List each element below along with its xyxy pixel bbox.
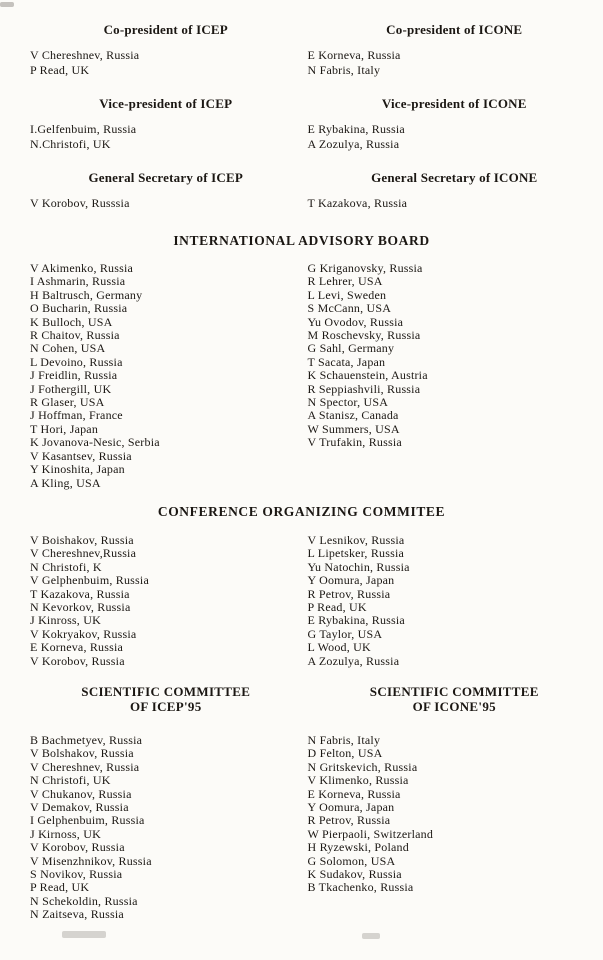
- member-name: I Gelphenbuim, Russia: [30, 813, 145, 828]
- member-name: E Korneva, Russia: [307, 786, 401, 801]
- member-name: K Sudakov, Russia: [307, 867, 402, 882]
- member-name: J Fothergill, UK: [30, 381, 112, 396]
- member-name: V Trufakin, Russia: [307, 435, 402, 450]
- member-name: T Sacata, Japan: [307, 354, 386, 369]
- scientific-committee-icep-title: [0, 684, 302, 714]
- member-name: G Taylor, USA: [307, 626, 383, 641]
- member-name: M Roschevsky, Russia: [307, 328, 421, 343]
- member-name: Y Oomura, Japan: [307, 573, 395, 588]
- member-name: K Bulloch, USA: [30, 314, 113, 329]
- member-name: V Bolshakov, Russia: [30, 746, 134, 761]
- organizing-committee-right-list: [302, 534, 603, 668]
- member-name: O Bucharin, Russia: [30, 301, 128, 316]
- scientific-committee-icone-list: [302, 734, 603, 922]
- officer-section-secretary-icep: [0, 170, 302, 211]
- scan-artifact: [362, 933, 380, 939]
- member-list: [0, 122, 302, 152]
- member-name: V Boishakov, Russia: [30, 532, 134, 547]
- member-name: A Zozulya, Russia: [307, 653, 400, 668]
- member-name: V Chereshnev, Russia: [30, 759, 140, 774]
- member-name: G Sahl, Germany: [307, 341, 395, 356]
- member-name: L Lipetsker, Russia: [307, 546, 405, 561]
- member-name: V Korobov, Russia: [30, 840, 125, 855]
- member-name: V Chereshnev,Russia: [30, 546, 137, 561]
- member-name: W Summers, USA: [307, 421, 400, 436]
- icep-officers-column: [0, 22, 302, 229]
- member-name: D Felton, USA: [307, 746, 383, 761]
- title-line: OF ICEP'95: [130, 698, 202, 714]
- member-name: E Rybakina, Russia: [307, 613, 405, 628]
- member-name: J Kinross, UK: [30, 613, 101, 628]
- member-name: V Kasantsev, Russia: [30, 448, 132, 463]
- scientific-committee-section: [0, 734, 603, 922]
- advisory-board-section: [0, 262, 603, 490]
- member-name: V Korobov, Russia: [30, 653, 125, 668]
- member-name: P Read, UK: [30, 880, 90, 895]
- member-list: [302, 122, 603, 152]
- member-name: N Cohen, USA: [30, 341, 106, 356]
- member-name: S Novikov, Russia: [30, 867, 123, 882]
- officers-section: [0, 22, 603, 229]
- member-name: R Glaser, USA: [30, 395, 105, 410]
- member-name: V Kokryakov, Russia: [30, 626, 137, 641]
- section-title: General Secretary of ICEP: [88, 170, 244, 185]
- member-name: V Demakov, Russia: [30, 800, 129, 814]
- member-name: E Rybakina, Russia: [307, 122, 405, 136]
- member-name: N Zaitseva, Russia: [30, 907, 124, 922]
- section-title: Vice-president of ICEP: [99, 96, 233, 111]
- member-name: B Tkachenko, Russia: [307, 880, 414, 895]
- member-name: E Korneva, Russia: [30, 640, 124, 655]
- member-name: K Jovanova-Nesic, Serbia: [30, 435, 160, 450]
- member-name: H Ryzewski, Poland: [307, 840, 409, 855]
- member-name: K Schauenstein, Austria: [307, 368, 428, 383]
- section-title: Vice-president of ICONE: [381, 96, 527, 111]
- scan-artifact: [0, 2, 14, 7]
- member-name: W Pierpaoli, Switzerland: [307, 826, 434, 841]
- advisory-board-right-list: [302, 262, 603, 490]
- member-name: J Hoffman, France: [30, 408, 123, 423]
- icone-officers-column: [302, 22, 603, 229]
- member-name: V Lesnikov, Russia: [307, 532, 405, 547]
- member-list: [0, 196, 302, 211]
- member-name: J Freidlin, Russia: [30, 368, 118, 383]
- member-name: N.Christofi, UK: [30, 137, 111, 151]
- member-name: I Ashmarin, Russia: [30, 274, 126, 289]
- member-name: N Spector, USA: [307, 395, 389, 410]
- member-name: I.Gelfenbuim, Russia: [30, 122, 137, 136]
- member-name: S McCann, USA: [307, 301, 392, 316]
- member-name: R Chaitov, Russia: [30, 328, 120, 343]
- member-name: H Baltrusch, Germany: [30, 287, 143, 302]
- advisory-board-title: INTERNATIONAL ADVISORY BOARD: [173, 233, 430, 248]
- member-name: V Gelphenbuim, Russia: [30, 573, 149, 588]
- member-list: [302, 48, 603, 78]
- member-name: V Chukanov, Russia: [30, 786, 132, 801]
- member-name: T Kazakova, Russia: [307, 196, 408, 210]
- member-name: L Levi, Sweden: [307, 287, 387, 302]
- member-name: G Solomon, USA: [307, 853, 396, 868]
- member-name: V Akimenko, Russia: [30, 261, 134, 275]
- member-name: N Fabris, Italy: [307, 732, 381, 747]
- member-name: L Wood, UK: [307, 640, 371, 655]
- officer-section-vicepresident-icone: [302, 96, 603, 152]
- member-name: R Seppiashvili, Russia: [307, 381, 421, 396]
- section-title: General Secretary of ICONE: [371, 170, 538, 185]
- scientific-committee-headers: [0, 684, 603, 714]
- member-name: Yu Natochin, Russia: [307, 559, 410, 574]
- advisory-board-left-list: [0, 262, 302, 490]
- member-name: V Misenzhnikov, Russia: [30, 853, 152, 868]
- member-name: N Christofi, K: [30, 559, 102, 574]
- member-name: A Stanisz, Canada: [307, 408, 399, 423]
- member-name: T Hori, Japan: [30, 421, 99, 436]
- member-name: B Bachmetyev, Russia: [30, 732, 143, 747]
- member-name: A Zozulya, Russia: [307, 137, 400, 151]
- officer-section-vicepresident-icep: [0, 96, 302, 152]
- member-name: T Kazakova, Russia: [30, 586, 130, 601]
- member-name: N Christofi, UK: [30, 773, 111, 788]
- member-name: Y Kinoshita, Japan: [30, 462, 125, 477]
- member-name: L Devoino, Russia: [30, 354, 123, 369]
- organizing-committee-title: CONFERENCE ORGANIZING COMMITEE: [157, 503, 446, 519]
- section-title: Co-president of ICEP: [103, 22, 228, 37]
- member-name: G Kriganovsky, Russia: [307, 261, 423, 275]
- member-name: N Kevorkov, Russia: [30, 599, 131, 614]
- member-name: R Lehrer, USA: [307, 274, 383, 289]
- scientific-committee-icep-list: [0, 734, 302, 922]
- member-name: A Kling, USA: [30, 475, 101, 490]
- member-name: Y Oomura, Japan: [307, 800, 395, 814]
- title-line: SCIENTIFIC COMMITTEE: [369, 683, 539, 699]
- member-name: N Gritskevich, Russia: [307, 759, 418, 774]
- member-name: Yu Ovodov, Russia: [307, 314, 404, 329]
- member-name: P Read, UK: [30, 63, 90, 77]
- member-name: V Korobov, Russsia: [30, 196, 130, 210]
- scientific-committee-icone-title: [302, 684, 603, 714]
- member-name: R Petrov, Russia: [307, 813, 391, 828]
- officer-section-copresident-icep: [0, 22, 302, 78]
- organizing-committee-left-list: [0, 534, 302, 668]
- member-name: E Korneva, Russia: [307, 48, 401, 62]
- member-list: [0, 48, 302, 78]
- member-name: P Read, UK: [307, 599, 367, 614]
- officer-section-secretary-icone: [302, 170, 603, 211]
- member-name: V Chereshnev, Russia: [30, 48, 140, 62]
- officer-section-copresident-icone: [302, 22, 603, 78]
- scan-artifact: [62, 931, 106, 938]
- title-line: SCIENTIFIC COMMITTEE: [81, 683, 251, 699]
- member-name: V Klimenko, Russia: [307, 773, 409, 788]
- section-title: Co-president of ICONE: [386, 22, 523, 37]
- member-name: N Schekoldin, Russia: [30, 893, 138, 908]
- title-line: OF ICONE'95: [412, 698, 496, 714]
- member-name: J Kirnoss, UK: [30, 826, 101, 841]
- organizing-committee-section: [0, 534, 603, 668]
- member-name: R Petrov, Russia: [307, 586, 391, 601]
- member-list: [302, 196, 603, 211]
- member-name: N Fabris, Italy: [307, 63, 381, 77]
